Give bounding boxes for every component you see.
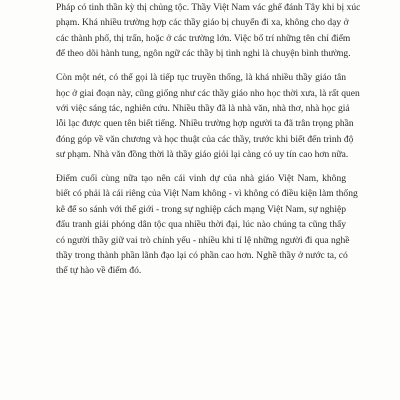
text-line: học ở giai đoạn này, cũng giống như các thầy giáo nho học thời xưa, là rất quen (56, 87, 360, 99)
text-line: phạm. Khá nhiều trường hợp các thầy giáo bị chuyển đi xa, không cho dạy ở (56, 17, 349, 29)
text-line: sư phạm. Nhà văn đồng thời là thầy giáo giỏi lại càng có uy tín cao hơn nữa. (56, 149, 349, 161)
text-line: thể tự hào về điểm đó. (56, 265, 142, 277)
paragraph-2 (56, 70, 360, 162)
text-line: để theo dõi hành tung, ngôn ngữ các thầy bị tình nghi là chuyện bình thường. (56, 48, 351, 60)
text-line: Điểm cuối cùng nữa tạo nên cái vinh dự của nhà giáo Việt Nam, không (56, 173, 346, 185)
text-line: Còn một nét, có thể gọi là tiếp tục truyền thống, là khá nhiều thầy giáo tân (56, 72, 346, 84)
text-line: đấu tranh giải phóng dân tộc qua nhiều thời đại, lúc nào chúng ta cũng thấy (56, 219, 346, 231)
text-line: thầy trong thành phần lãnh đạo lại có phần cao hơn. Nghề thầy ở nước ta, có (56, 250, 348, 262)
text-line: đóng góp về văn chương và học thuật của các thầy, trước khi biết đến trình độ (56, 133, 354, 145)
paragraph-1 (56, 0, 361, 62)
text-line: với việc sáng tác, nghiên cứu. Nhiều thầy đã là nhà văn, nhà thơ, nhà học giả (56, 102, 350, 114)
text-line: các thành phố, thị trấn, hoặc ở các trường lớn. Việc bố trí những tên chỉ điểm (56, 32, 351, 44)
text-line: biết có phải là cái riêng của Việt Nam không - vì không có điều kiện làm thống (56, 188, 358, 200)
body-text (56, 0, 361, 287)
text-line: có người thầy giữ vai trò chính yếu - nhiều khi tỉ lệ những người đi qua nghề (56, 234, 350, 246)
text-line: lỗi lạc được quen tên biết tiếng. Nhiều trường hợp người ta đã trân trọng phần (56, 118, 354, 130)
text-line: Pháp có tinh thần kỳ thị chủng tộc. Thầy Việt Nam vác ghế đánh Tây khi bị xúc (56, 2, 361, 13)
text-line: kê để so sánh với thế giới - trong sự nghiệp cách mạng Việt Nam, sự nghiệp (56, 203, 346, 215)
paragraph-3 (56, 171, 358, 279)
